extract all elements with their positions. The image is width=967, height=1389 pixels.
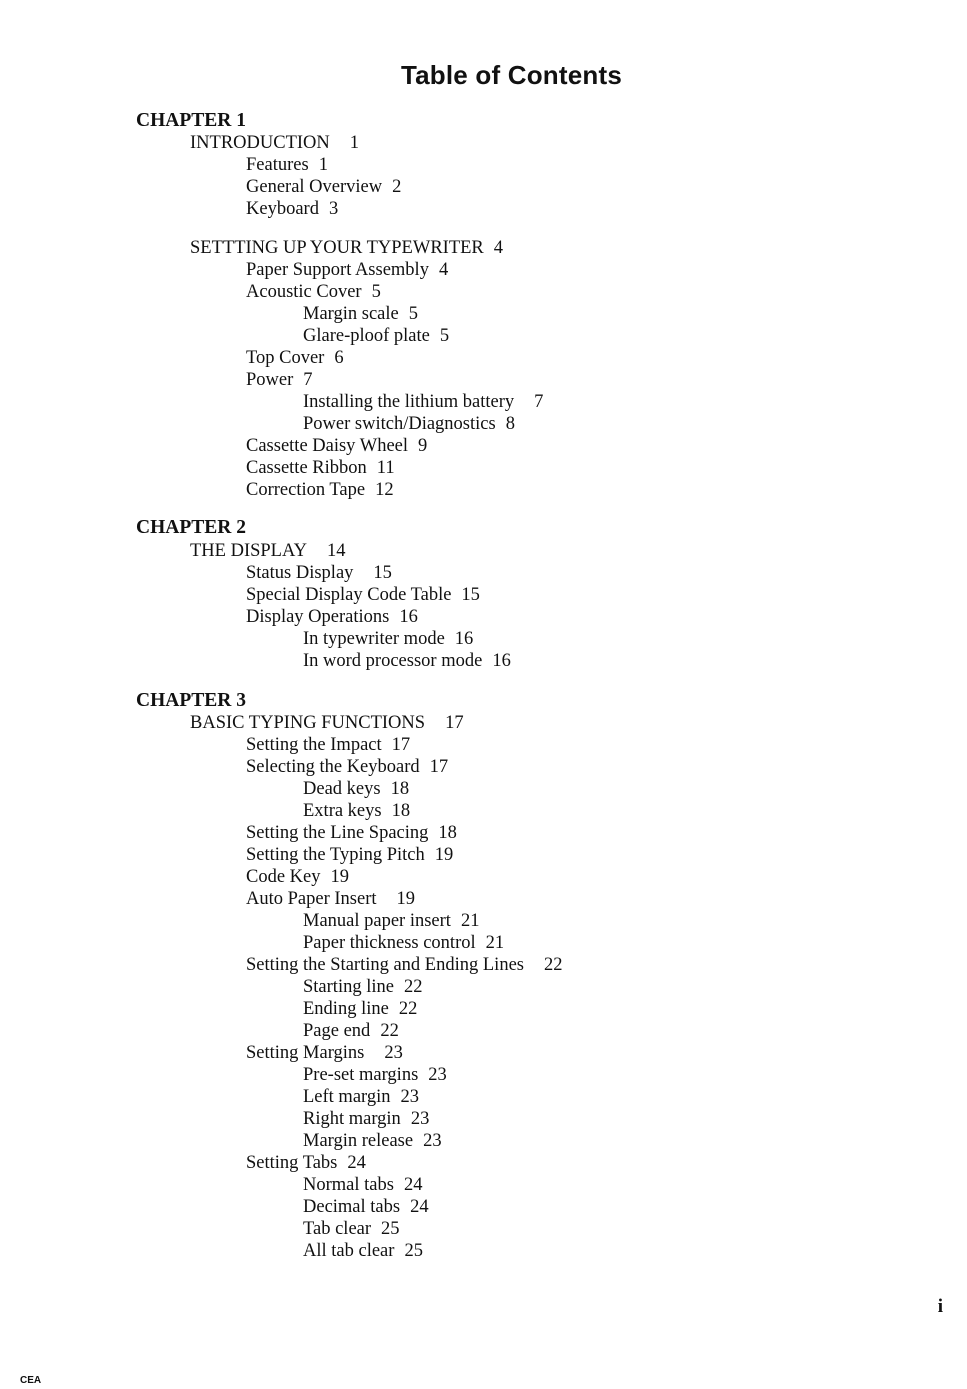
toc-item: Setting the Starting and Ending Lines 22 [246,955,563,975]
toc-item: Paper Support Assembly 4 [246,260,449,280]
toc-subitem: Decimal tabs 24 [303,1197,429,1217]
page-number: i [937,1296,943,1317]
toc-item: Cassette Daisy Wheel 9 [246,436,428,456]
toc-item: Power 7 [246,370,313,390]
toc-subitem: Paper thickness control 21 [303,933,505,953]
toc-item: Display Operations 16 [246,607,418,627]
toc-subitem: Ending line 22 [303,999,418,1019]
toc-subitem: Page end 22 [303,1021,399,1041]
toc-item: Top Cover 6 [246,348,344,368]
toc-subitem: Installing the lithium battery 7 [303,392,544,412]
toc-item: Code Key 19 [246,867,349,887]
toc-subitem: Glare-ploof plate 5 [303,326,450,346]
toc-item: General Overview 2 [246,177,402,197]
toc-item: Features 1 [246,155,328,175]
toc-section: INTRODUCTION 1 [190,133,360,153]
toc-item: Setting the Line Spacing 18 [246,823,457,843]
toc-item: Acoustic Cover 5 [246,282,381,302]
toc-item: Keyboard 3 [246,199,339,219]
toc-item: Auto Paper Insert 19 [246,889,415,909]
toc-subitem: Right margin 23 [303,1109,430,1129]
toc-subitem: Starting line 22 [303,977,423,997]
toc-item: Setting Margins 23 [246,1043,403,1063]
chapter-heading: CHAPTER 1 [136,110,246,131]
toc-subitem: In word processor mode 16 [303,651,511,671]
toc-subitem: Dead keys 18 [303,779,410,799]
toc-subitem: Power switch/Diagnostics 8 [303,414,515,434]
page-title: Table of Contents [400,60,623,90]
chapter-heading: CHAPTER 2 [136,517,246,538]
toc-item: Special Display Code Table 15 [246,585,480,605]
toc-section: SETTTING UP YOUR TYPEWRITER 4 [190,238,504,258]
toc-item: Selecting the Keyboard 17 [246,757,449,777]
toc-subitem: Pre-set margins 23 [303,1065,447,1085]
toc-subitem: Margin scale 5 [303,304,418,324]
toc-subitem: Tab clear 25 [303,1219,400,1239]
toc-item: Cassette Ribbon 11 [246,458,395,478]
toc-item: Setting Tabs 24 [246,1153,366,1173]
toc-section: BASIC TYPING FUNCTIONS 17 [190,713,464,733]
toc-subitem: Extra keys 18 [303,801,411,821]
toc-subitem: Margin release 23 [303,1131,442,1151]
toc-subitem: In typewriter mode 16 [303,629,474,649]
toc-item: Setting the Typing Pitch 19 [246,845,454,865]
toc-subitem: All tab clear 25 [303,1241,423,1261]
toc-subitem: Normal tabs 24 [303,1175,423,1195]
toc-item: Correction Tape 12 [246,480,394,500]
toc-item: Status Display 15 [246,563,392,583]
toc-subitem: Manual paper insert 21 [303,911,480,931]
chapter-heading: CHAPTER 3 [136,690,246,711]
toc-section: THE DISPLAY 14 [190,541,346,561]
footer-code: CEA [20,1375,42,1386]
toc-subitem: Left margin 23 [303,1087,420,1107]
toc-item: Setting the Impact 17 [246,735,411,755]
